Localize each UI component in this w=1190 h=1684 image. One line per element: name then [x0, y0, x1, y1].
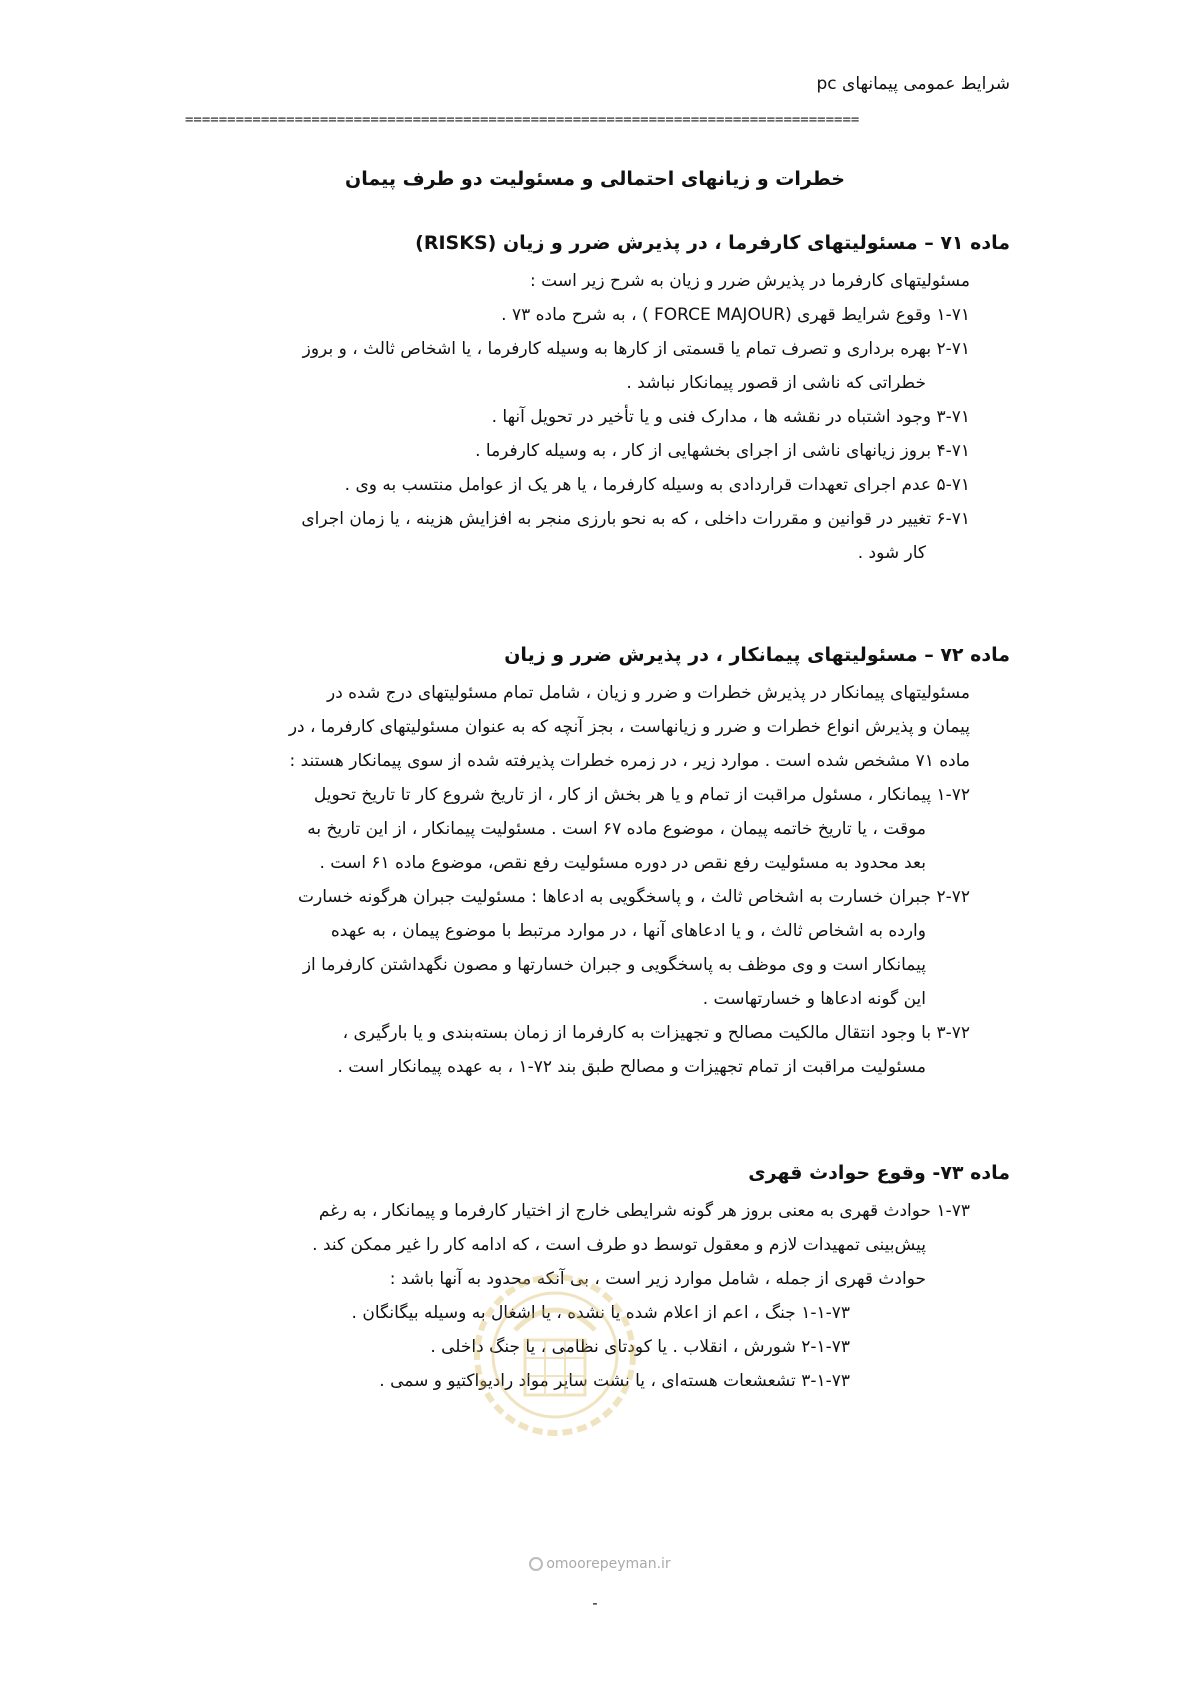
- item-text: ۱-۷۱ وقوع شرایط قهری (FORCE MAJOUR ) ، به شرح ماده ۷۳ .: [501, 305, 970, 325]
- item-text: ۲-۷۱ بهره برداری و تصرف تمام یا قسمتی از کارها به وسیله کارفرما ، یا اشخاص ثالث ، و بروز: [302, 339, 970, 359]
- at-sign-icon: [529, 1557, 543, 1571]
- item-text: ۴-۷۱ بروز زیانهای ناشی از اجرای بخشهایی از کار ، به وسیله کارفرما .: [475, 441, 970, 461]
- site-text: omoorepeyman.ir: [546, 1556, 671, 1572]
- section-73: [180, 1158, 1010, 1398]
- section-intro-line: ماده ۷۱ مشخص شده است . موارد زیر ، در زمره خطرات پذیرفته شده از سوی پیمانکار هستند :: [289, 751, 970, 771]
- section-title: ماده ۷۱ – مسئولیتهای کارفرما ، در پذیرش ضرر و زیان (RISKS): [415, 232, 1010, 254]
- page-number: -: [592, 1594, 598, 1612]
- item-text: ۳-۷۱ وجود اشتباه در نقشه ها ، مدارک فنی و یا تأخیر در تحویل آنها .: [491, 407, 970, 427]
- document-title: خطرات و زیانهای احتمالی و مسئولیت دو طرف پیمان: [345, 168, 845, 190]
- item-continuation: مسئولیت مراقبت از تمام تجهیزات و مصالح طبق بند ۷۲-۱ ، به عهده پیمانکار است .: [337, 1057, 926, 1077]
- list-item: [180, 332, 1010, 400]
- running-header: شرایط عمومی پیمانهای pc: [816, 74, 1010, 94]
- item-continuation: وارده به اشخاص ثالث ، و یا ادعاهای آنها ، در موارد مرتبط با موضوع پیمان ، به عهده: [330, 921, 926, 941]
- item-continuation: این گونه ادعاها و خسارتهاست .: [702, 989, 926, 1009]
- item-continuation: موقت ، یا تاریخ خاتمه پیمان ، موضوع ماده ۶۷ است . مسئولیت پیمانکار ، از این تاریخ به: [307, 819, 926, 839]
- list-item: [180, 1194, 1010, 1296]
- item-continuation: پیمانکار است و وی موظف به پاسخگویی و جبران خسارتها و مصون نگهداشتن کارفرما از: [302, 955, 926, 975]
- list-item: [180, 298, 1010, 332]
- item-text: ۶-۷۱ تغییر در قوانین و مقررات داخلی ، که به نحو بارزی منجر به افزایش هزینه ، یا زمان اجرای: [301, 509, 970, 529]
- list-item: [180, 778, 1010, 880]
- section-title: ماده ۷۲ – مسئولیتهای پیمانکار ، در پذیرش ضرر و زیان: [504, 644, 1010, 666]
- item-text: ۱-۷۳ حوادث قهری به معنی بروز هر گونه شرایطی خارج از اختیار کارفرما و پیمانکار ، به رغم: [318, 1201, 970, 1221]
- sub-item: ۲-۱-۷۳ شورش ، انقلاب . یا کودتای نظامی ، یا جنگ داخلی .: [430, 1337, 850, 1357]
- section-71: [180, 228, 1010, 570]
- sub-item: ۳-۱-۷۳ تشعشعات هسته‌ای ، یا نشت سایر مواد رادیواکتیو و سمی .: [379, 1371, 850, 1391]
- item-continuation: حوادث قهری از جمله ، شامل موارد زیر است ، بی آنکه محدود به آنها باشد :: [389, 1269, 926, 1289]
- item-text: ۱-۷۲ پیمانکار ، مسئول مراقبت از تمام و یا هر بخش از کار ، از تاریخ شروع کار تا تاریخ تحویل: [313, 785, 970, 805]
- list-item: [180, 1016, 1010, 1084]
- section-72: [180, 640, 1010, 1084]
- list-item: [180, 880, 1010, 1016]
- list-item: [180, 434, 1010, 468]
- sub-item: ۱-۱-۷۳ جنگ ، اعم از اعلام شده یا نشده ، یا اشغال به وسیله بیگانگان .: [351, 1303, 850, 1323]
- section-intro: مسئولیتهای کارفرما در پذیرش ضرر و زیان به شرح زیر است :: [530, 271, 970, 291]
- list-item: [180, 400, 1010, 434]
- section-intro-line: مسئولیتهای پیمانکار در پذیرش خطرات و ضرر و زیان ، شامل تمام مسئولیتهای درج شده در: [327, 683, 970, 703]
- item-continuation: پیش‌بینی تمهیدات لازم و معقول توسط دو طرف است ، که ادامه کار را غیر ممکن کند .: [312, 1235, 926, 1255]
- item-text: ۳-۷۲ با وجود انتقال مالکیت مصالح و تجهیزات به کارفرما از زمان بسته‌بندی و یا بارگیری ،: [342, 1023, 970, 1043]
- item-continuation: بعد محدود به مسئولیت رفع نقص در دوره مسئولیت رفع نقص، موضوع ماده ۶۱ است .: [319, 853, 926, 873]
- item-text: ۲-۷۲ جبران خسارت به اشخاص ثالث ، و پاسخگویی به ادعاها : مسئولیت جبران هرگونه خسارت: [298, 887, 970, 907]
- section-title: ماده ۷۳- وقوع حوادث قهری: [748, 1162, 1010, 1184]
- header-rule: ================================================================================: [185, 112, 860, 128]
- footer-site: [500, 1556, 700, 1572]
- item-text: ۵-۷۱ عدم اجرای تعهدات قراردادی به وسیله کارفرما ، یا هر یک از عوامل منتسب به وی .: [344, 475, 970, 495]
- section-intro-line: پیمان و پذیرش انواع خطرات و ضرر و زیانهاست ، بجز آنچه که به عنوان مسئولیتهای کارفرما ، در: [288, 717, 970, 737]
- list-item: [180, 502, 1010, 570]
- item-continuation: خطراتی که ناشی از قصور پیمانکار نباشد .: [626, 373, 926, 393]
- list-item: [180, 468, 1010, 502]
- item-continuation: کار شود .: [857, 543, 926, 563]
